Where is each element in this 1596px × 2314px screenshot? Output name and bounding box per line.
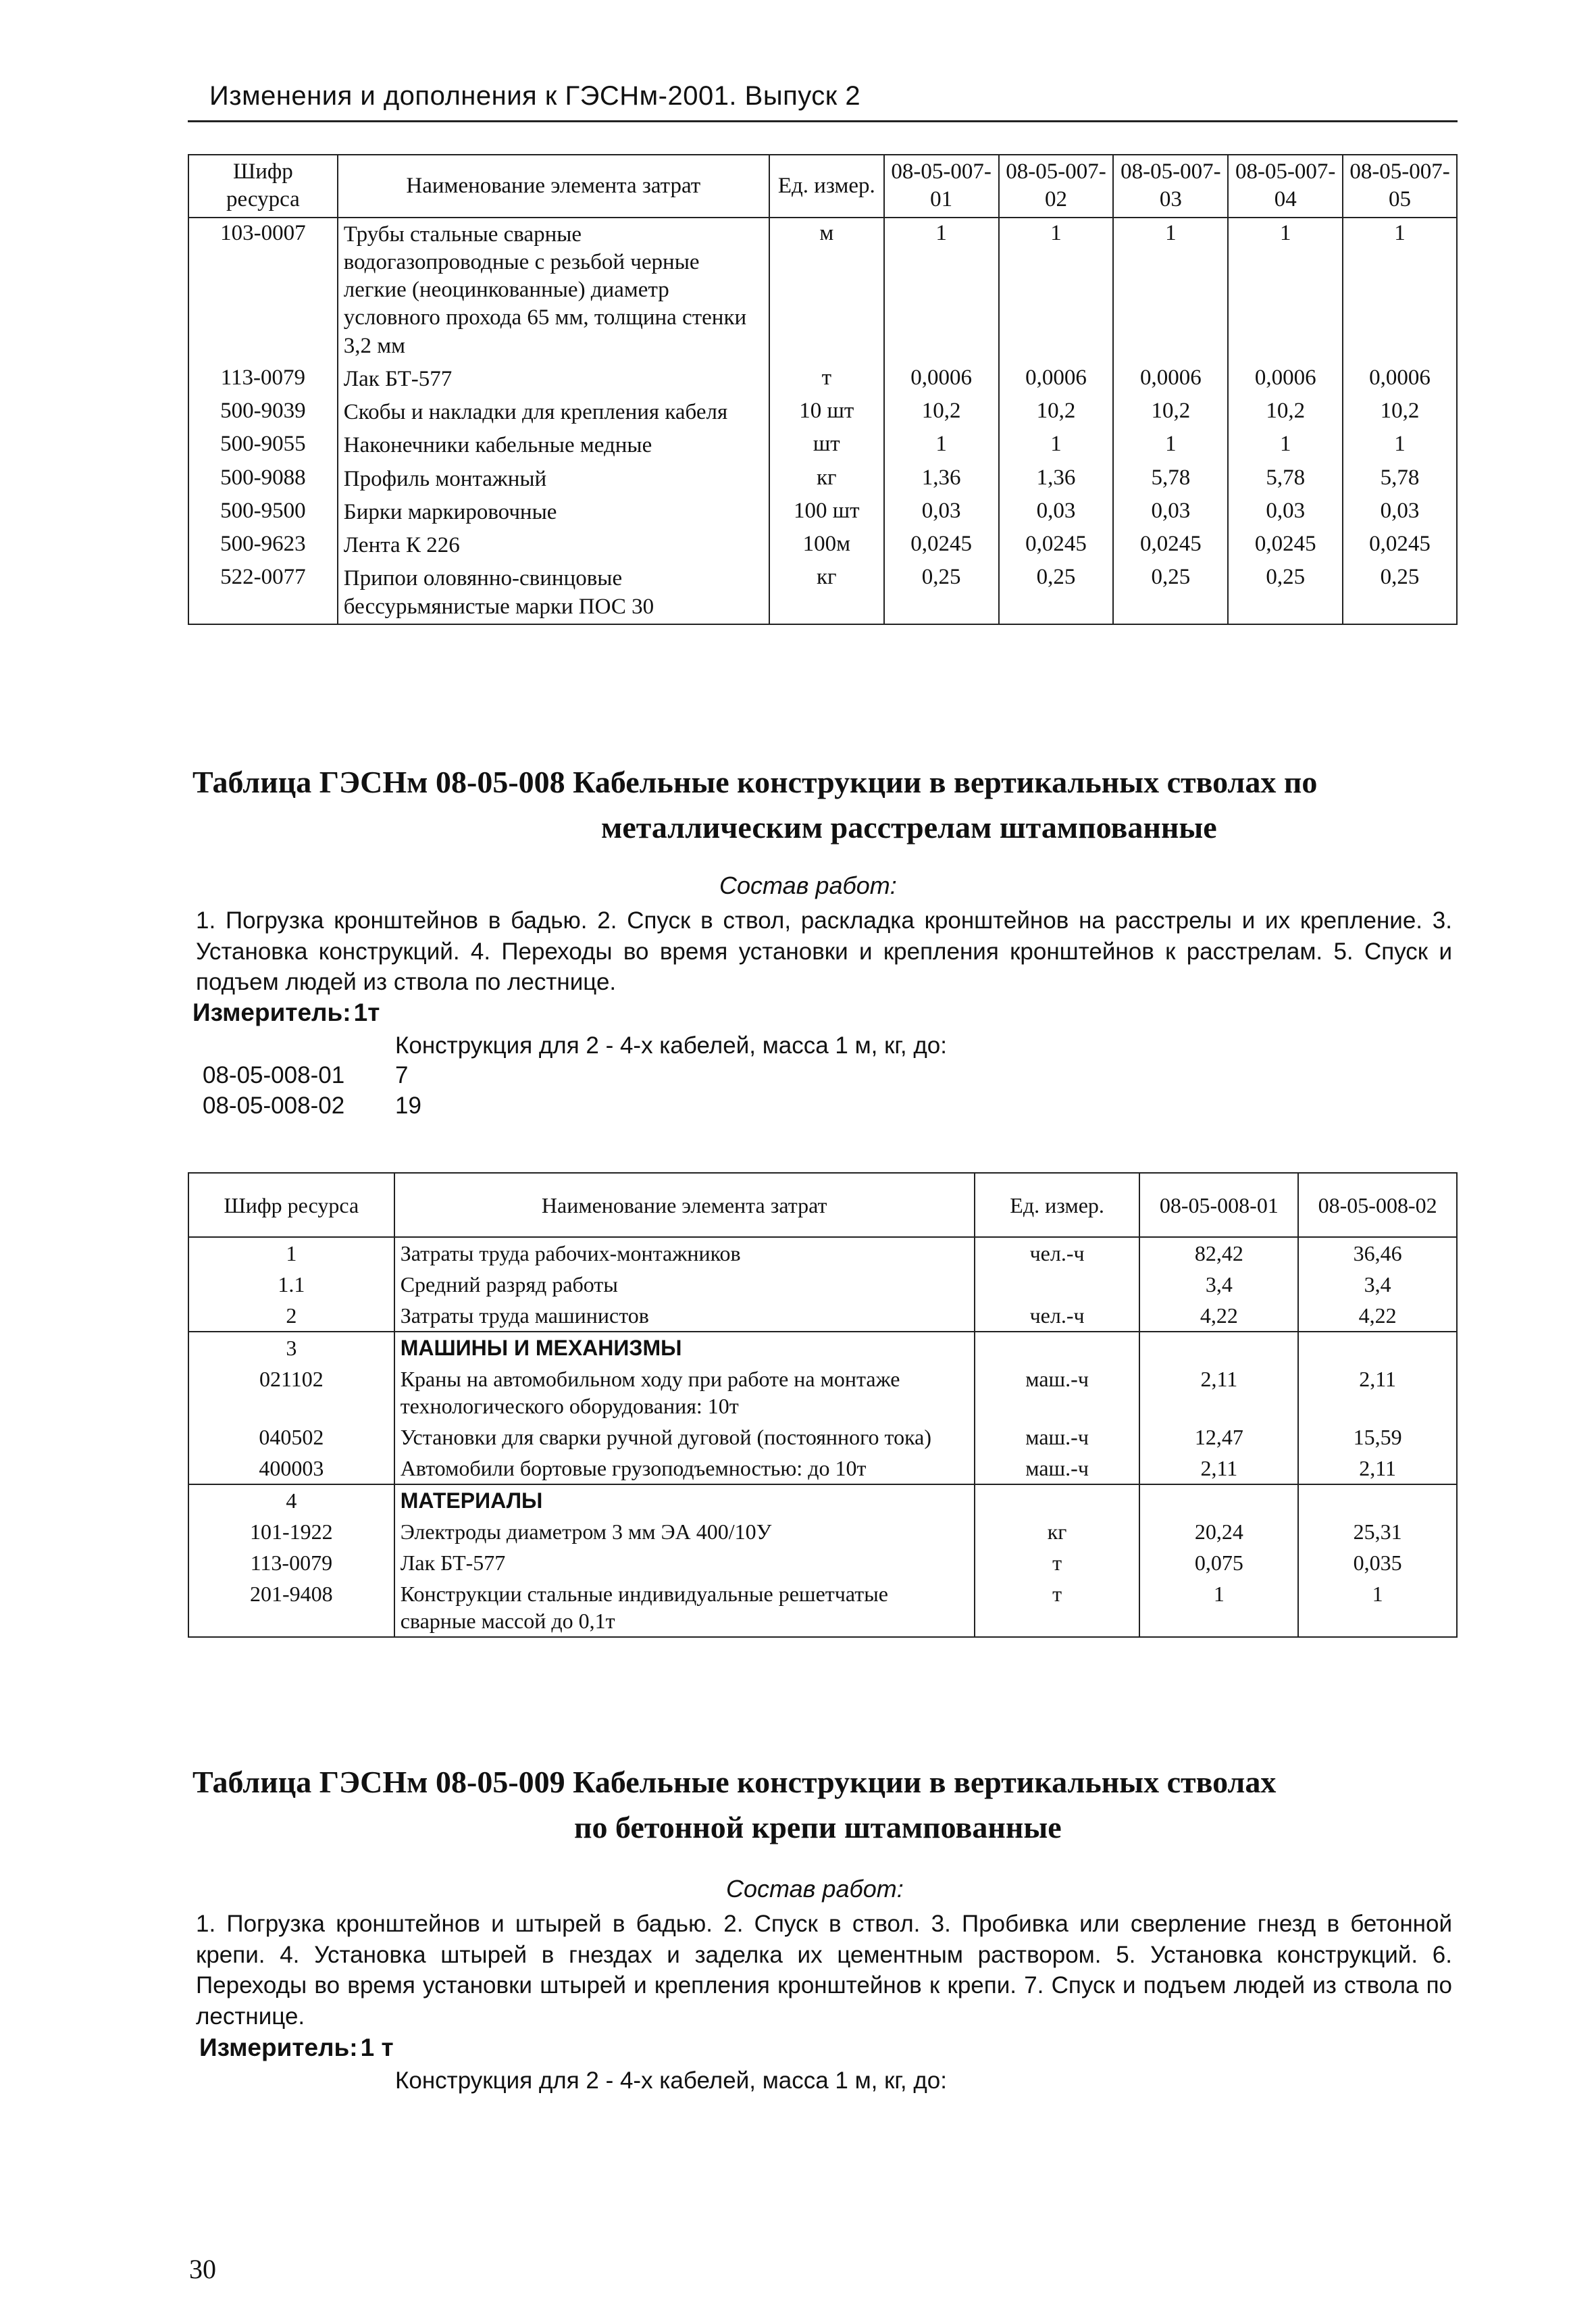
table-row [188,1269,1457,1300]
value-cell: 1 [1343,218,1457,363]
value-cell: 0,25 [1228,562,1343,624]
header-cell: Наименование элемента затрат [394,1173,975,1237]
value-cell: 1,36 [999,463,1114,496]
table-row [188,1422,1457,1453]
header-cell: Ед. измер. [769,155,884,218]
value-cell: 4,22 [1139,1300,1298,1332]
value-cell: 10,2 [999,396,1114,429]
cost-element-name: Скобы и накладки для крепления кабеля [338,396,769,429]
unit [975,1484,1140,1516]
value-cell: 10,2 [1228,396,1343,429]
value-cell: 15,59 [1298,1422,1457,1453]
value-cell: 1 [1228,429,1343,462]
resource-table-008 [188,1172,1458,1638]
resource-code: 2 [188,1300,394,1332]
measure-value: 1т [353,999,380,1026]
title-line: металлическим расстрелам штампованные [601,809,1217,845]
resource-code: 040502 [188,1422,394,1453]
unit: 100 шт [769,496,884,529]
running-header: Изменения и дополнения к ГЭСНм-2001. Выпуск 2 [209,81,861,111]
resource-code: 1.1 [188,1269,394,1300]
value-cell: 0,0245 [1343,529,1457,562]
cost-element-name: Лента К 226 [338,529,769,562]
table-row [188,1332,1457,1363]
header-cell: 08-05-008-02 [1298,1173,1457,1237]
table-row [188,529,1457,562]
value-cell: 1 [999,429,1114,462]
unit: шт [769,429,884,462]
measure-label: Измеритель: [199,2034,358,2061]
unit [975,1332,1140,1363]
header-cell: 08-05-007-02 [999,155,1114,218]
value-cell: 5,78 [1228,463,1343,496]
header-cell: Шифр ресурса [188,1173,394,1237]
value-cell: 0,03 [884,496,999,529]
measure-label: Измеритель: [192,999,351,1026]
cost-element-name: Установки для сварки ручной дуговой (постоянного тока) [394,1422,975,1453]
table-row [188,562,1457,624]
header-cell: 08-05-008-01 [1139,1173,1298,1237]
value-cell [1139,1332,1298,1363]
value-cell: 0,03 [1113,496,1228,529]
page-number: 30 [189,2254,216,2284]
value-cell: 0,03 [1343,496,1457,529]
cost-element-name: Лак БТ-577 [338,363,769,396]
value-cell [1139,1484,1298,1516]
cost-element-name: Наконечники кабельные медные [338,429,769,462]
header-cell: Шифр ресурса [188,155,338,218]
value-cell: 0,0245 [999,529,1114,562]
value-cell: 0,25 [884,562,999,624]
unit: маш.-ч [975,1422,1140,1453]
value-cell: 0,0245 [1113,529,1228,562]
item-code: 08-05-008-01 [203,1062,345,1088]
table-row [188,1547,1457,1578]
value-cell: 2,11 [1298,1363,1457,1422]
table-header-row [188,1173,1457,1237]
value-cell: 1 [884,429,999,462]
value-cell: 0,03 [1228,496,1343,529]
table-row [188,496,1457,529]
table-row [188,396,1457,429]
resource-code: 3 [188,1332,394,1363]
table-row [188,1516,1457,1547]
resource-code: 500-9088 [188,463,338,496]
table-row [188,463,1457,496]
table-row [188,1578,1457,1637]
composition-label: Состав работ: [719,872,897,899]
resource-code: 201-9408 [188,1578,394,1637]
table-row [188,1484,1457,1516]
header-cell: Наименование элемента затрат [338,155,769,218]
value-cell: 0,0006 [999,363,1114,396]
value-cell: 36,46 [1298,1237,1457,1269]
value-cell: 0,075 [1139,1547,1298,1578]
value-cell: 0,0245 [1228,529,1343,562]
cost-element-name: Бирки маркировочные [338,496,769,529]
value-cell: 1 [1228,218,1343,363]
value-cell: 0,25 [999,562,1114,624]
value-cell [1298,1332,1457,1363]
resource-code: 113-0079 [188,363,338,396]
value-cell: 0,0006 [1113,363,1228,396]
value-cell: 2,11 [1298,1453,1457,1484]
composition-text: 1. Погрузка кронштейнов и штырей в бадью. 2. Спуск в ствол. 3. Пробивка или сверление гнезд в бетонной крепи. 4. Установка штырей в гнездах и заделка их цементным раствором. 5. Установка конструкций. 6. Переходы во время установки штырей и крепления кронштейнов к крепи. 7. Спуск и подъем людей из ствола по лестнице. [196,1911,1452,2030]
value-cell: 0,03 [999,496,1114,529]
value-cell: 3,4 [1139,1269,1298,1300]
value-cell: 1 [1113,429,1228,462]
unit: маш.-ч [975,1363,1140,1422]
value-cell: 20,24 [1139,1516,1298,1547]
unit: т [769,363,884,396]
title-line: по бетонной крепи штампованные [574,1809,1062,1844]
unit: маш.-ч [975,1453,1140,1484]
resource-code: 522-0077 [188,562,338,624]
value-cell: 0,0006 [1228,363,1343,396]
construction-text: Конструкция для 2 - 4-х кабелей, масса 1 м, кг, до: [395,2067,947,2094]
unit: т [975,1547,1140,1578]
value-cell: 82,42 [1139,1237,1298,1269]
table-body [188,218,1457,624]
unit [975,1269,1140,1300]
resource-code: 500-9039 [188,396,338,429]
unit: т [975,1578,1140,1637]
unit: кг [769,562,884,624]
cost-element-name: Краны на автомобильном ходу при работе на монтаже технологического оборудования: 10т [394,1363,975,1422]
value-cell: 3,4 [1298,1269,1457,1300]
cost-element-name: Электроды диаметром 3 мм ЭА 400/10У [394,1516,975,1547]
header-cell: 08-05-007-01 [884,155,999,218]
cost-element-name: Автомобили бортовые грузоподъемностью: до 10т [394,1453,975,1484]
table-header-row [188,155,1457,218]
unit: 100м [769,529,884,562]
resource-code: 500-9500 [188,496,338,529]
value-cell: 0,0006 [1343,363,1457,396]
value-cell: 0,0245 [884,529,999,562]
header-cell: Ед. измер. [975,1173,1140,1237]
resource-code: 1 [188,1237,394,1269]
resource-code: 500-9055 [188,429,338,462]
header-cell: 08-05-007-05 [1343,155,1457,218]
construction-text: Конструкция для 2 - 4-х кабелей, масса 1 м, кг, до: [395,1032,947,1059]
resource-code: 400003 [188,1453,394,1484]
value-cell: 5,78 [1343,463,1457,496]
item-value: 19 [395,1092,421,1119]
item-value: 7 [395,1062,409,1088]
value-cell: 1 [1139,1578,1298,1637]
cost-element-name: Трубы стальные сварные водогазопроводные с резьбой черные легкие (неоцинкованные) диаметр условного прохода 65 мм, толщина стенки 3,2 мм [338,218,769,363]
table-row [188,1363,1457,1422]
unit: чел.-ч [975,1237,1140,1269]
value-cell: 25,31 [1298,1516,1457,1547]
value-cell: 1 [1343,429,1457,462]
value-cell: 10,2 [884,396,999,429]
resource-table-007 [188,154,1458,625]
unit: 10 шт [769,396,884,429]
table-row [188,1453,1457,1484]
measure-value: 1 т [360,2034,394,2061]
cost-element-name: МАТЕРИАЛЫ [394,1484,975,1516]
table-row [188,429,1457,462]
value-cell: 10,2 [1113,396,1228,429]
measure-line [192,999,380,1027]
resource-code: 101-1922 [188,1516,394,1547]
measure-line [199,2034,394,2062]
table-title-008 [192,760,1317,850]
title-line: Таблица ГЭСНм 08-05-008 Кабельные конструкции в вертикальных стволах по [192,765,1318,799]
composition-label: Состав работ: [726,1875,904,1903]
unit: кг [769,463,884,496]
item-code: 08-05-008-02 [203,1092,345,1119]
value-cell: 2,11 [1139,1363,1298,1422]
title-line: Таблица ГЭСНм 08-05-009 Кабельные конструкции в вертикальных стволах [192,1765,1277,1799]
value-cell: 1,36 [884,463,999,496]
composition-text: 1. Погрузка кронштейнов в бадью. 2. Спуск в ствол, раскладка кронштейнов на расстрелы и их крепление. 3. Установка конструкций. 4. Переходы во время установки и крепления кронштейнов к расстрелам. 5. Спуск и подъем людей из ствола по лестнице. [196,907,1452,995]
value-cell: 4,22 [1298,1300,1457,1332]
table-row [188,363,1457,396]
cost-element-name: Лак БТ-577 [394,1547,975,1578]
value-cell: 5,78 [1113,463,1228,496]
resource-code: 500-9623 [188,529,338,562]
cost-element-name: Затраты труда машинистов [394,1300,975,1332]
resource-code: 021102 [188,1363,394,1422]
header-cell: 08-05-007-04 [1228,155,1343,218]
resource-code: 103-0007 [188,218,338,363]
value-cell: 0,25 [1343,562,1457,624]
table-body [188,1237,1457,1637]
table-row [188,1300,1457,1332]
value-cell: 0,25 [1113,562,1228,624]
value-cell: 1 [1298,1578,1457,1637]
cost-element-name: Припои оловянно-свинцовые бессурьмянистые марки ПОС 30 [338,562,769,624]
table-row [188,1237,1457,1269]
value-cell: 2,11 [1139,1453,1298,1484]
header-rule [188,120,1458,122]
unit: чел.-ч [975,1300,1140,1332]
unit: м [769,218,884,363]
value-cell: 1 [884,218,999,363]
cost-element-name: Профиль монтажный [338,463,769,496]
resource-code: 4 [188,1484,394,1516]
value-cell: 12,47 [1139,1422,1298,1453]
header-cell: 08-05-007-03 [1113,155,1228,218]
value-cell [1298,1484,1457,1516]
cost-element-name: МАШИНЫ И МЕХАНИЗМЫ [394,1332,975,1363]
value-cell: 0,035 [1298,1547,1457,1578]
table-title-009 [192,1760,1276,1850]
cost-element-name: Затраты труда рабочих-монтажников [394,1237,975,1269]
table-row [188,218,1457,363]
value-cell: 10,2 [1343,396,1457,429]
value-cell: 1 [999,218,1114,363]
value-cell: 0,0006 [884,363,999,396]
value-cell: 1 [1113,218,1228,363]
unit: кг [975,1516,1140,1547]
cost-element-name: Конструкции стальные индивидуальные решетчатые сварные массой до 0,1т [394,1578,975,1637]
cost-element-name: Средний разряд работы [394,1269,975,1300]
resource-code: 113-0079 [188,1547,394,1578]
